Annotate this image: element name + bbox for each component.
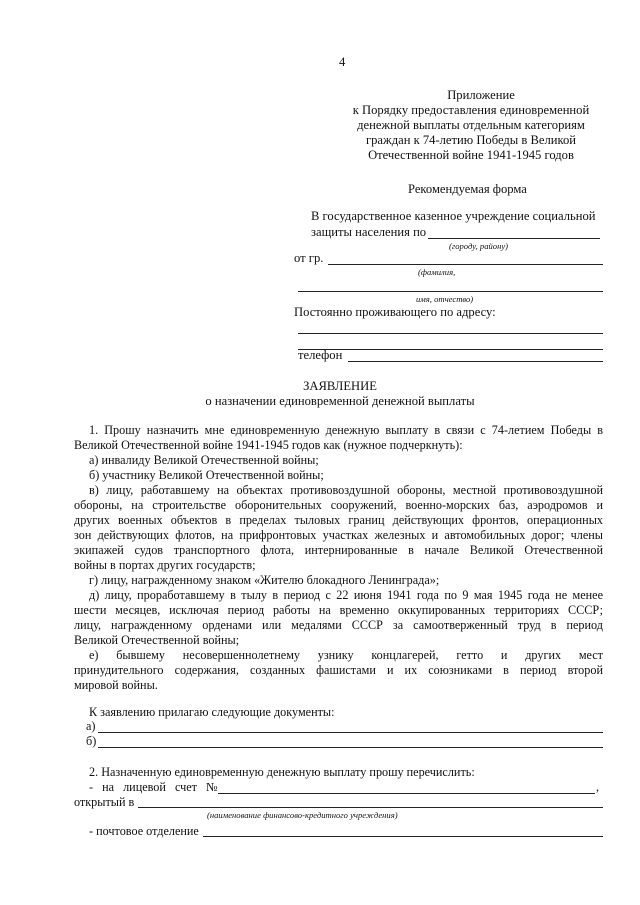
addressee-line1: В государственное казенное учреждение социальной bbox=[311, 209, 596, 223]
address-field-1[interactable] bbox=[298, 333, 603, 334]
residence-label: Постоянно проживающего по адресу: bbox=[294, 305, 496, 319]
item1-line: Великой Отечественной войне 1941-1945 годов как (нужное подчеркнуть): bbox=[74, 438, 463, 452]
from-label: от гр. bbox=[294, 251, 324, 265]
statement-subtitle: о назначении единовременной денежной выплаты bbox=[205, 394, 475, 408]
surname-field[interactable] bbox=[328, 264, 603, 265]
phone-field[interactable] bbox=[348, 361, 603, 362]
account-label: - на лицевой счет № bbox=[89, 780, 218, 794]
bank-field[interactable] bbox=[138, 807, 603, 808]
option-a[interactable]: а) инвалиду Великой Отечественной войны; bbox=[89, 453, 319, 467]
city-field[interactable] bbox=[428, 238, 600, 239]
attachment-b-field[interactable] bbox=[98, 747, 603, 748]
attachment-a-label: а) bbox=[86, 719, 96, 733]
hint-surname: (фамилия, bbox=[418, 267, 456, 277]
name-field[interactable] bbox=[298, 291, 603, 292]
item1-block bbox=[89, 423, 603, 438]
item1-line: 1. Прошу назначить мне единовременную денежную выплату в связи с 74-летием Победы в bbox=[89, 423, 603, 437]
option-v-line[interactable]: других военных объектов в пределах тыловых границ действующих фронтов, операционных bbox=[74, 513, 603, 527]
address-field-2[interactable] bbox=[298, 349, 603, 350]
appendix-line: Отечественной войне 1941-1945 годов bbox=[368, 148, 574, 162]
option-d-line[interactable]: д) лицу, проработавшему в тылу в период с 22 июня 1941 года по 9 мая 1945 года не менее bbox=[89, 588, 603, 602]
appendix-line: к Порядку предоставления единовременной bbox=[352, 103, 590, 117]
attachments-intro: К заявлению прилагаю следующие документы: bbox=[89, 705, 335, 719]
option-d-line[interactable]: шести месяцев, исключая период работы на временно оккупированных территориях СССР; bbox=[74, 603, 603, 617]
attachment-a-field[interactable] bbox=[98, 732, 603, 733]
option-b[interactable]: б) участнику Великой Отечественной войны; bbox=[89, 468, 324, 482]
hint-name: имя, отчество) bbox=[416, 294, 474, 304]
option-e-line[interactable]: принудительного содержания, созданных фашистами и их союзниками в период второй bbox=[74, 663, 603, 677]
appendix-line: денежной выплаты отдельным категориям bbox=[357, 118, 585, 132]
opened-label: открытый в bbox=[74, 795, 135, 809]
option-v-line[interactable]: зон действующих флотов, на прифронтовых участках железных и автомобильных дорог; члены bbox=[74, 528, 603, 542]
hint-city: (городу, району) bbox=[449, 241, 509, 251]
option-v-line[interactable]: экипажей судов транспортного флота, интернированные в начале Великой Отечественной bbox=[74, 543, 603, 557]
appendix-line: граждан к 74-летию Победы в Великой bbox=[365, 133, 577, 147]
recommended-form-label: Рекомендуемая форма bbox=[408, 182, 527, 196]
option-d-line[interactable]: лицу, награжденному орденами или медалями СССР за самоотверженный труд в период bbox=[74, 618, 603, 632]
statement-title: ЗАЯВЛЕНИЕ bbox=[303, 379, 377, 393]
attachment-b-label: б) bbox=[86, 734, 97, 748]
item1-body bbox=[74, 438, 603, 693]
appendix-block bbox=[340, 88, 602, 163]
hint-bank: (наименование финансово-кредитного учреждения) bbox=[207, 810, 398, 820]
appendix-title: Приложение bbox=[447, 88, 515, 102]
option-v-line[interactable]: обороны, на строительстве оборонительных сооружений, военно-морских баз, аэродромов и bbox=[74, 498, 603, 512]
post-label: - почтовое отделение bbox=[89, 824, 199, 838]
option-e-line[interactable]: е) бывшему несовершеннолетнему узнику концлагерей, гетто и других мест bbox=[89, 648, 603, 662]
option-e-line[interactable]: мировой войны. bbox=[74, 678, 158, 692]
option-d-line[interactable]: Великой Отечественной войны; bbox=[74, 633, 240, 647]
option-v-line[interactable]: войны в портах других государств; bbox=[74, 558, 256, 572]
phone-label: телефон bbox=[298, 348, 343, 362]
post-office-field[interactable] bbox=[203, 836, 603, 837]
option-g[interactable]: г) лицу, награжденному знаком «Жителю блокадного Ленинграда»; bbox=[89, 573, 440, 587]
account-field[interactable] bbox=[218, 793, 595, 794]
page-number: 4 bbox=[339, 55, 346, 69]
account-end: , bbox=[596, 780, 600, 794]
addressee-line2: защиты населения по bbox=[311, 225, 427, 239]
item2-intro: 2. Назначенную единовременную денежную выплату прошу перечислить: bbox=[89, 765, 475, 779]
option-v-line[interactable]: в) лицу, работавшему на объектах противовоздушной обороны, местной противовоздушной bbox=[89, 483, 603, 497]
